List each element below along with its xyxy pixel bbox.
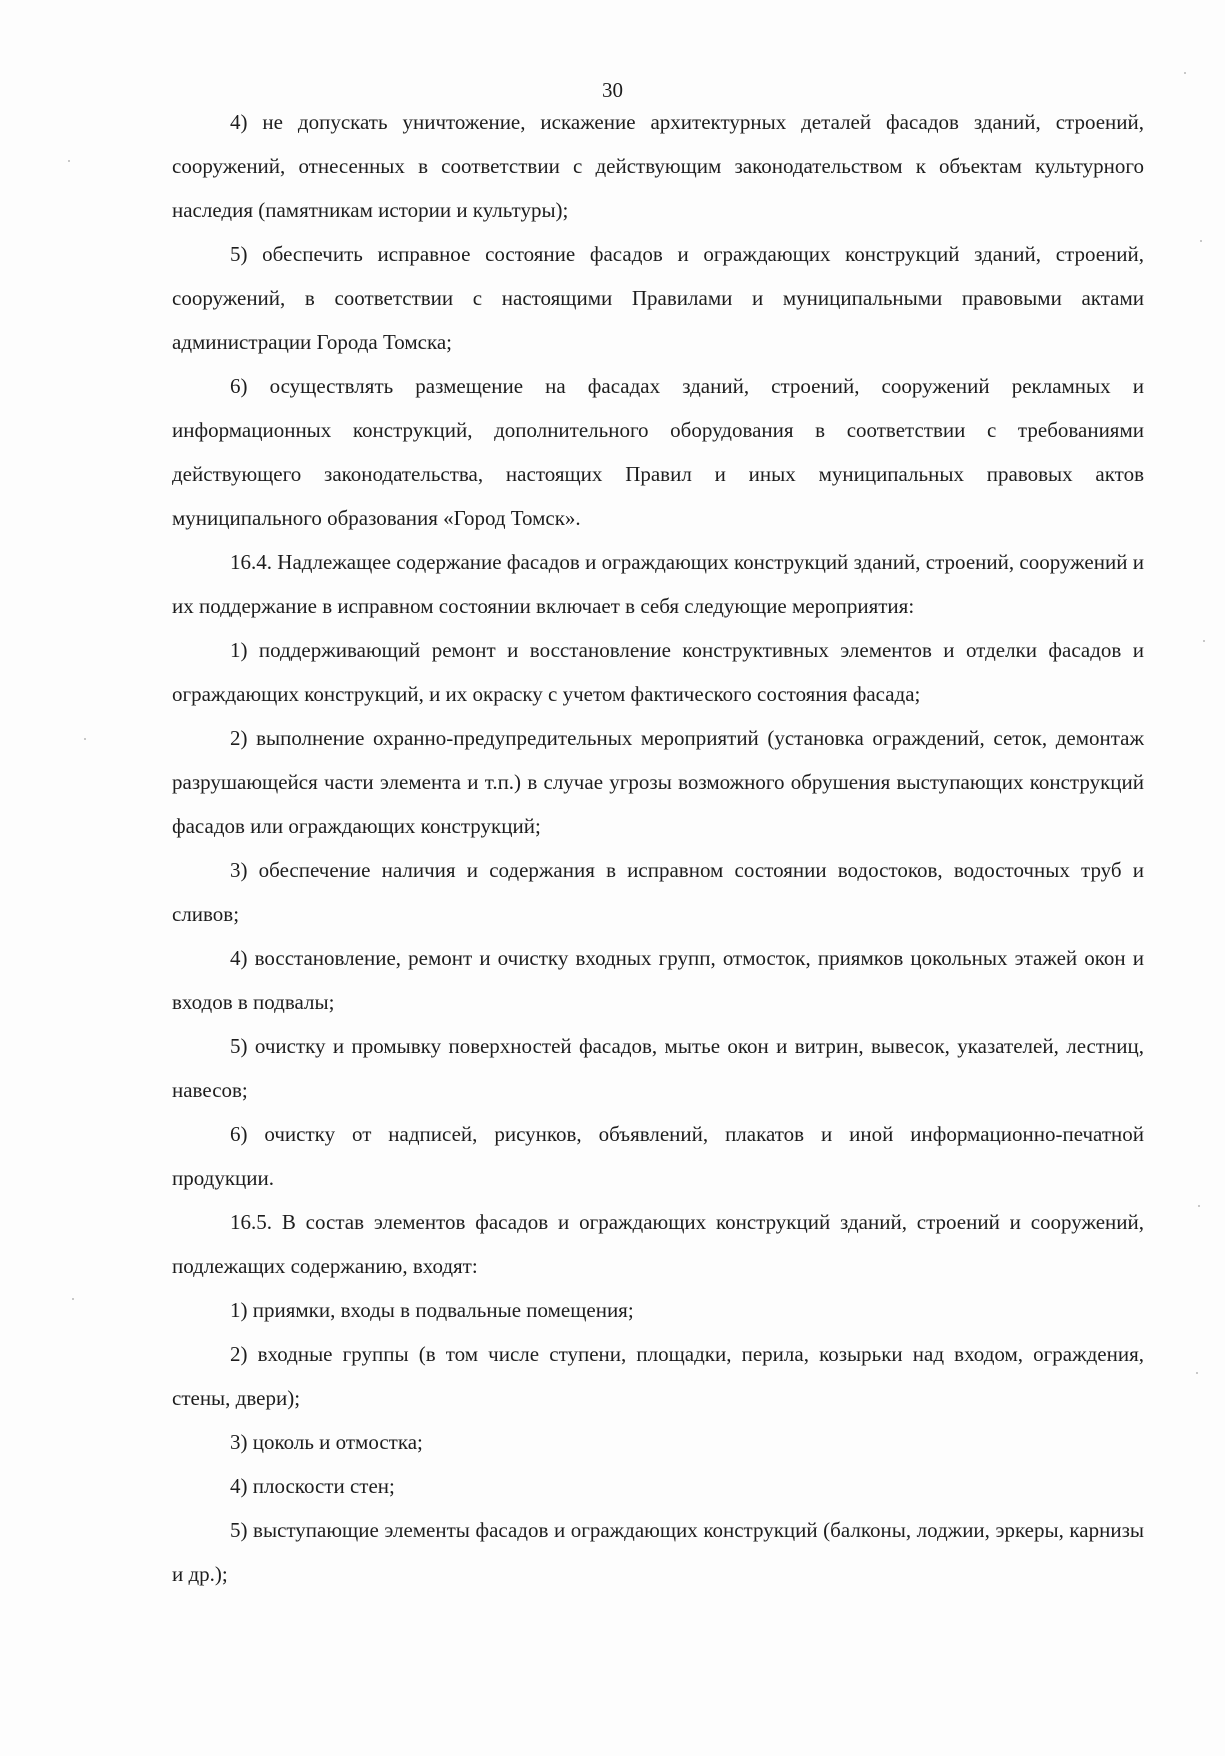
list-item-entrance-groups: 4) восстановление, ремонт и очистку входных групп, отмосток, приямков цокольных этажей окон и входов в подвалы; (172, 946, 1144, 1014)
list-item-protruding-elements: 5) выступающие элементы фасадов и ограждающих конструкций (балконы, лоджии, эркеры, карнизы и др.); (172, 1518, 1144, 1586)
list-item-remove-inscriptions: 6) очистку от надписей, рисунков, объявлений, плакатов и иной информационно-печатной продукции. (172, 1122, 1144, 1190)
paragraph-section-16-5: 16.5. В состав элементов фасадов и ограждающих конструкций зданий, строений и сооружений, подлежащих содержанию, входят: (172, 1210, 1144, 1278)
scan-speck (1184, 72, 1186, 74)
list-item-plinth: 3) цоколь и отмостка; (230, 1430, 423, 1454)
page-number: 30 (602, 78, 623, 102)
list-item-cleaning-surfaces: 5) очистку и промывку поверхностей фасадов, мытье окон и витрин, вывесок, указателей, лестниц, навесов; (172, 1034, 1144, 1102)
paragraph-item-4-preserve-architecture: 4) не допускать уничтожение, искажение архитектурных деталей фасадов зданий, строений, сооружений, отнесенных в соответствии с действующим законодательством к объектам культурного наследия (памятникам истории и культуры); (172, 110, 1144, 222)
list-item-pits-basement: 1) приямки, входы в подвальные помещения; (230, 1298, 634, 1322)
list-item-entrance-elements: 2) входные группы (в том числе ступени, площадки, перила, козырьки над входом, ограждения, стены, двери); (172, 1342, 1144, 1410)
scan-speck (1200, 240, 1202, 242)
scan-speck (1196, 1372, 1198, 1374)
scan-speck (1203, 640, 1205, 642)
scan-speck (68, 160, 70, 162)
list-item-safety-measures: 2) выполнение охранно-предупредительных мероприятий (установка ограждений, сеток, демонтаж разрушающейся части элемента и т.п.) в случае угрозы возможного обрушения выступающих конструкций фасадов или ограждающих конструкций; (172, 726, 1144, 838)
scan-speck (72, 1298, 74, 1300)
paragraph-item-6-advertising-structures: 6) осуществлять размещение на фасадах зданий, строений, сооружений рекламных и информационных конструкций, дополнительного оборудования в соответствии с требованиями действующего законодательства, настоящих Правил и иных муниципальных правовых актов муниципального образования «Город Томск». (172, 374, 1144, 530)
list-item-repair-restoration: 1) поддерживающий ремонт и восстановление конструктивных элементов и отделки фасадов и ограждающих конструкций, и их окраску с учетом фактического состояния фасада; (172, 638, 1144, 706)
scan-speck (84, 738, 86, 740)
list-item-drainpipes: 3) обеспечение наличия и содержания в исправном состоянии водостоков, водосточных труб и сливов; (172, 858, 1144, 926)
document-body (172, 100, 1144, 1596)
list-item-wall-planes: 4) плоскости стен; (230, 1474, 395, 1498)
paragraph-item-5-facade-condition: 5) обеспечить исправное состояние фасадов и ограждающих конструкций зданий, строений, сооружений, в соответствии с настоящими Правилами и муниципальными правовыми актами администрации Города Томска; (172, 242, 1144, 354)
paragraph-section-16-4: 16.4. Надлежащее содержание фасадов и ограждающих конструкций зданий, строений, сооружений и их поддержание в исправном состоянии включает в себя следующие мероприятия: (172, 550, 1144, 618)
scan-speck (1198, 1205, 1200, 1207)
